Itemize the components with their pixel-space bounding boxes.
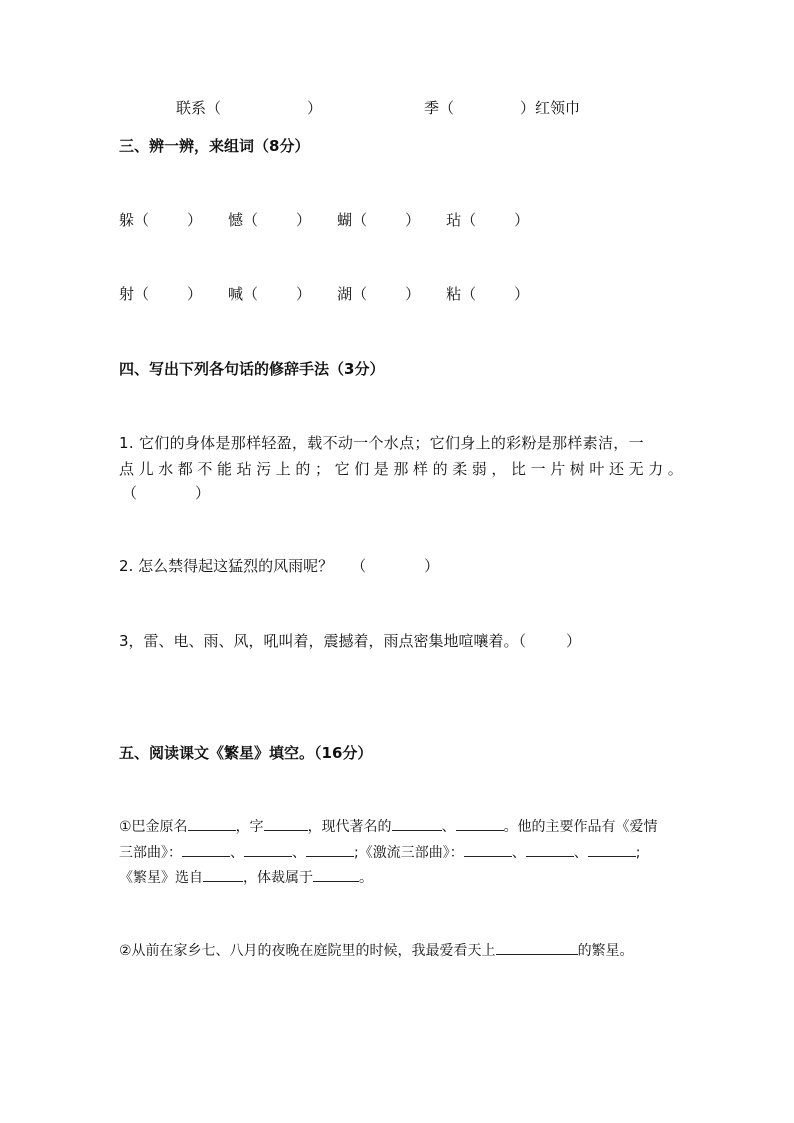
fill-blank (456, 816, 504, 831)
p1-line3 (119, 867, 373, 889)
char-blank: 躲（ (119, 211, 150, 229)
blank-close: ） (424, 557, 440, 575)
p1-text: 、 (230, 845, 244, 861)
section3-row2 (119, 283, 529, 305)
fill-blank (182, 842, 230, 857)
blank-close: ） (405, 285, 421, 303)
fill-blank (306, 842, 354, 857)
q3-text: 3，雷、电、雨、风，吼叫着，震撼着，雨点密集地喧嚷着。（ (119, 632, 527, 650)
section3-title: 三、辨一辨，来组词（8分） (119, 137, 310, 155)
p2-line (119, 940, 634, 962)
word-item-hongling: ）红领巾 (520, 99, 581, 117)
p1-text: 、 (292, 845, 306, 861)
p2-text: ②从前在家乡七、八月的夜晚在庭院里的时候，我最爱看天上 (119, 943, 496, 959)
blank-close: ） (514, 211, 530, 229)
fill-blank (188, 816, 236, 831)
fill-blank (203, 867, 243, 882)
p1-text: ①巴金原名 (119, 819, 188, 835)
blank-close: ） (307, 99, 323, 117)
p1-text: ，体裁属于 (243, 870, 313, 886)
blank-open: （ (122, 484, 138, 502)
p1-text: 。 (359, 870, 373, 886)
fill-blank (244, 842, 292, 857)
q2-line (119, 555, 439, 577)
fill-blank (526, 842, 574, 857)
p1-text: ; (635, 845, 641, 861)
p1-text: ，现代著名的 (307, 819, 392, 835)
char-blank: 粘（ (446, 285, 477, 303)
p1-line2 (119, 842, 640, 864)
q1-line2: 点儿水都不能玷污上的；它们是那样的柔弱，比一片树叶还无力。 (119, 460, 688, 478)
p1-text: 、 (511, 845, 526, 861)
q2-text: 2. 怎么禁得起这猛烈的风雨呢？ (119, 557, 334, 575)
fill-blank (464, 842, 512, 857)
p1-text: 三部曲》： (119, 845, 182, 861)
blank-close: ） (405, 211, 421, 229)
char-blank: 湖（ (337, 285, 368, 303)
blank-close: ） (296, 285, 312, 303)
fill-blank (496, 940, 578, 955)
q1-answer-blank (122, 482, 210, 504)
p1-text: 《繁星》选自 (119, 870, 203, 886)
word-item-lianxi: 联系（ (176, 99, 222, 117)
p1-text: ;《激流三部曲》： (354, 845, 464, 861)
blank-close: ） (187, 285, 203, 303)
p1-text: 、 (573, 845, 588, 861)
blank-close: ） (195, 484, 211, 502)
blank-close: ） (187, 211, 203, 229)
p1-line1 (119, 816, 658, 838)
p1-text: ，字 (235, 819, 264, 835)
section5-title: 五、阅读课文《繁星》填空。（16分） (119, 744, 373, 762)
blank-close: ） (566, 632, 582, 650)
char-blank: 玷（ (446, 211, 477, 229)
section4-title: 四、写出下列各句话的修辞手法（3分） (119, 360, 385, 378)
top-row-right (424, 97, 580, 119)
word-item-ji: 季（ (424, 99, 455, 117)
blank-close: ） (296, 211, 312, 229)
p2-text: 的繁星。 (577, 943, 634, 959)
fill-blank (588, 842, 636, 857)
char-blank: 蝴（ (337, 211, 368, 229)
fill-blank (264, 816, 308, 831)
section3-row1 (119, 209, 529, 231)
char-blank: 喊（ (228, 285, 259, 303)
char-blank: 憾（ (228, 211, 259, 229)
fill-blank (392, 816, 442, 831)
blank-open: （ (351, 557, 367, 575)
blank-close: ） (514, 285, 530, 303)
q1-line1: 1. 它们的身体是那样轻盈，载不动一个水点；它们身上的彩粉是那样素洁，一 (119, 434, 644, 452)
p1-text: 、 (441, 819, 456, 835)
top-row (176, 97, 322, 119)
char-blank: 射（ (119, 285, 150, 303)
fill-blank (313, 867, 359, 882)
p1-text: 。他的主要作品有《爱情 (503, 819, 658, 835)
q3-line (119, 630, 581, 652)
